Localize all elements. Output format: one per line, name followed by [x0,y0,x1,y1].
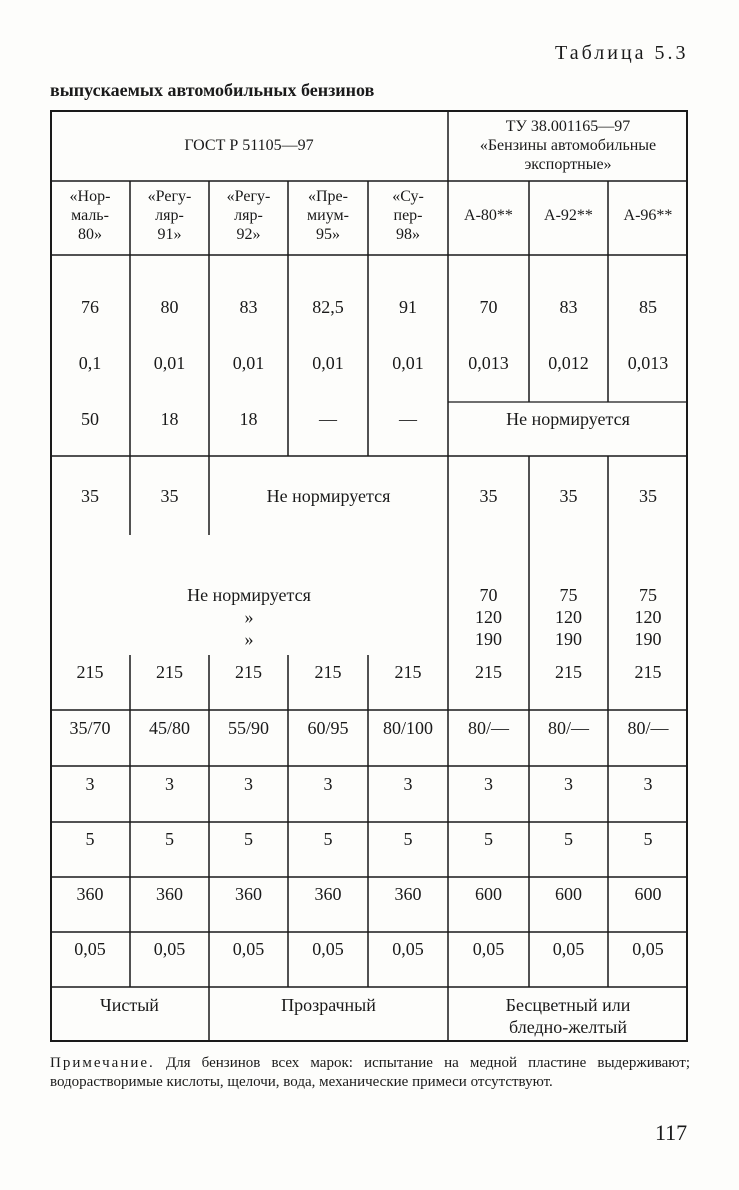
gasoline-spec-table [50,110,688,1042]
aromatic-cell: — [399,409,417,429]
page-number: 117 [655,1120,688,1145]
aromatic-cell: 18 [160,409,179,429]
lead-cell: 0,013 [468,353,509,373]
octane-cell: 85 [639,297,657,317]
row3-cell: 3 [244,774,253,794]
fraction-tu-cell: 120 [634,607,662,627]
end-boil-cell: 215 [394,662,422,682]
vapor-pressure-cell: 80/— [627,718,669,738]
vapor-pressure-cell: 80/— [547,718,589,738]
column-header: «Регу- [147,188,192,205]
column-header: ляр- [234,207,263,224]
appearance-cell: бледно-желтый [509,1017,627,1037]
row005-cell: 0,05 [632,939,664,959]
header-gost: ГОСТ Р 51105—97 [184,137,314,154]
appearance-cell: Бесцветный или [505,995,631,1015]
column-header: «Су- [392,188,424,205]
octane-cell: 83 [559,297,578,317]
row005-cell: 0,05 [153,939,186,959]
lead-cell: 0,012 [548,353,589,373]
row360-cell: 360 [156,884,183,904]
aromatic-cell: — [319,409,337,429]
row3-cell: 3 [403,774,413,794]
appearance-cell: Прозрачный [281,995,376,1015]
header-tu-line2: «Бензины автомобильные [479,137,657,154]
column-header: ляр- [155,207,184,224]
column-header: пер- [393,207,423,224]
octane-cell: 80 [160,297,179,317]
column-header: «Пре- [308,188,348,205]
row005-cell: 0,05 [472,939,505,959]
lead-cell: 0,01 [153,353,186,373]
row5-cell: 5 [643,829,653,849]
octane-cell: 91 [399,297,417,317]
column-header: 91» [157,226,182,243]
aromatic-tu-cell: Не нормируется [506,409,630,429]
end-boil-cell: 215 [475,662,502,682]
table-heading: выпускаемых автомобильных бензинов [50,80,375,100]
row35-tu-cell: 35 [559,486,578,506]
row360-cell: 360 [235,884,262,904]
row5-cell: 5 [564,829,573,849]
end-boil-cell: 215 [156,662,183,682]
column-header: 80» [78,226,102,243]
end-boil-cell: 215 [555,662,582,682]
column-header: А-92** [544,207,593,224]
table-footnote [50,1054,690,1092]
column-header: 92» [236,226,261,243]
octane-cell: 70 [479,297,498,317]
row35-mid-cell: Не нормируется [266,486,391,506]
footnote-lead: Примечание. [50,1055,155,1071]
vapor-pressure-cell: 55/90 [227,718,269,738]
end-boil-cell: 215 [235,662,262,682]
column-header: 95» [316,226,340,243]
lead-cell: 0,013 [627,353,669,373]
fraction-tu-cell: 120 [475,607,502,627]
column-header: маль- [71,207,109,224]
row3-cell: 3 [643,774,653,794]
vapor-pressure-cell: 80/100 [382,718,433,738]
fraction-gost-cell: » [244,629,254,649]
column-header: миум- [307,207,349,224]
header-tu-line3: экспортные» [524,156,612,173]
column-header: 98» [396,226,420,243]
row35-cell: 35 [160,486,179,506]
row005-cell: 0,05 [232,939,265,959]
row5-cell: 5 [323,829,333,849]
row360-cell: 600 [634,884,662,904]
row3-cell: 3 [165,774,174,794]
table-number-label: Таблица 5.3 [555,42,689,64]
aromatic-cell: 18 [239,409,258,429]
row360-cell: 360 [394,884,422,904]
row005-cell: 0,05 [312,939,344,959]
octane-cell: 76 [81,297,99,317]
aromatic-cell: 50 [81,409,99,429]
appearance-cell: Чистый [100,995,159,1015]
row35-tu-cell: 35 [479,486,498,506]
row35-cell: 35 [81,486,99,506]
fraction-tu-cell: 190 [475,629,502,649]
row360-cell: 360 [76,884,104,904]
row005-cell: 0,05 [552,939,585,959]
row005-cell: 0,05 [392,939,424,959]
column-header: «Регу- [226,188,271,205]
fraction-tu-cell: 70 [479,585,498,605]
row5-cell: 5 [85,829,95,849]
row3-cell: 3 [484,774,493,794]
row5-cell: 5 [244,829,253,849]
row35-tu-cell: 35 [639,486,657,506]
fraction-gost-cell: Не нормируется [187,585,311,605]
column-header: А-96** [623,207,673,224]
lead-cell: 0,1 [78,353,102,373]
fraction-tu-cell: 75 [639,585,657,605]
fraction-gost-cell: » [244,607,254,627]
vapor-pressure-cell: 60/95 [307,718,349,738]
row5-cell: 5 [403,829,413,849]
fraction-tu-cell: 75 [559,585,578,605]
vapor-pressure-cell: 80/— [467,718,509,738]
vapor-pressure-cell: 35/70 [69,718,111,738]
row5-cell: 5 [484,829,493,849]
fraction-tu-cell: 120 [555,607,582,627]
fraction-tu-cell: 190 [634,629,662,649]
column-header: «Нор- [69,188,111,205]
row360-cell: 600 [555,884,582,904]
row360-cell: 360 [314,884,342,904]
lead-cell: 0,01 [392,353,424,373]
octane-cell: 82,5 [312,297,344,317]
end-boil-cell: 215 [314,662,342,682]
row360-cell: 600 [475,884,502,904]
lead-cell: 0,01 [232,353,265,373]
octane-cell: 83 [239,297,258,317]
lead-cell: 0,01 [312,353,344,373]
row5-cell: 5 [165,829,174,849]
fraction-tu-cell: 190 [555,629,582,649]
end-boil-cell: 215 [634,662,662,682]
row005-cell: 0,05 [74,939,106,959]
footnote-text: Для бензинов всех марок: испытание на медной пластине выдерживают; водорастворимые кислоты, щелочи, вода, механические примеси отсутствуют. [50,1055,690,1090]
column-header: А-80** [464,207,513,224]
end-boil-cell: 215 [76,662,104,682]
vapor-pressure-cell: 45/80 [148,718,190,738]
row3-cell: 3 [85,774,95,794]
header-tu-line1: ТУ 38.001165—97 [505,118,631,135]
row3-cell: 3 [564,774,573,794]
row3-cell: 3 [323,774,333,794]
